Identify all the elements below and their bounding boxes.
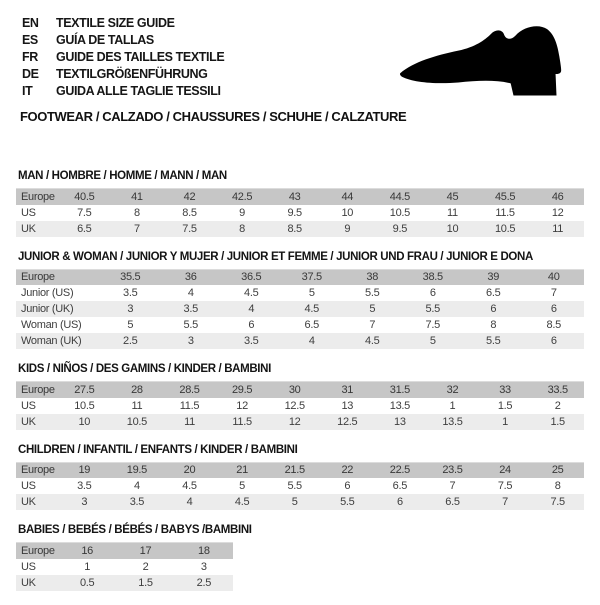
- table-header-row: [16, 543, 233, 559]
- row-label: US: [21, 560, 36, 573]
- row-label: UK: [16, 494, 58, 510]
- size-cell: 23.5: [426, 462, 479, 478]
- size-cell: 21.5: [268, 462, 321, 478]
- size-cell: 38.5: [403, 269, 464, 285]
- size-cell: 36: [161, 269, 222, 285]
- size-tables: [16, 170, 584, 605]
- table-row: [16, 494, 584, 510]
- row-label: UK: [16, 575, 58, 591]
- size-cell: 4: [163, 494, 216, 510]
- language-row: [22, 33, 224, 50]
- size-cell: 6.5: [486, 287, 501, 299]
- size-cell: 22: [321, 462, 374, 478]
- size-cell: 12: [551, 206, 564, 219]
- size-cell: 3.5: [221, 333, 282, 349]
- size-cell: 7.5: [425, 319, 440, 331]
- size-table-section: [16, 363, 584, 430]
- size-cell: 41: [111, 189, 164, 205]
- size-table-section: [16, 444, 584, 511]
- size-cell: 25: [531, 462, 584, 478]
- size-cell: 1: [479, 414, 532, 430]
- size-cell: 8: [554, 480, 561, 492]
- size-cell: 12: [268, 414, 321, 430]
- size-cell: 11.5: [216, 414, 269, 430]
- language-label: GUIDE DES TAILLES TEXTILE: [56, 50, 225, 64]
- table-title: MAN / HOMBRE / HOMME / MANN / MAN: [18, 170, 227, 182]
- size-table-section: [16, 251, 584, 350]
- table-row: [16, 478, 584, 494]
- size-cell: 22.5: [374, 462, 427, 478]
- size-cell: 6: [524, 301, 585, 317]
- size-cell: 8.5: [546, 319, 561, 331]
- size-cell: 42.5: [216, 189, 269, 205]
- size-cell: 2: [142, 560, 149, 573]
- size-cell: 6: [344, 480, 351, 492]
- size-cell: 45.5: [479, 189, 532, 205]
- size-cell: 3.5: [77, 480, 92, 492]
- size-cell: 11: [131, 399, 143, 412]
- size-cell: 9.5: [374, 221, 427, 237]
- size-cell: 6.5: [304, 319, 319, 331]
- table-row: [16, 333, 584, 349]
- size-cell: 2.5: [175, 575, 233, 591]
- table-row: [16, 205, 584, 221]
- size-cell: 5: [239, 480, 245, 492]
- size-cell: 5: [308, 287, 315, 299]
- table-header-row: [16, 462, 584, 478]
- row-label: Europe: [16, 269, 100, 285]
- size-cell: 6.5: [426, 494, 479, 510]
- size-cell: 32: [426, 382, 479, 398]
- language-label: TEXTILGRÖßENFÜHRUNG: [56, 67, 208, 81]
- table-row: [16, 285, 584, 301]
- row-label: Europe: [16, 189, 58, 205]
- size-cell: 9.5: [287, 206, 302, 219]
- table-header-row: [16, 269, 584, 285]
- size-cell: 3: [100, 301, 161, 317]
- size-cell: 7.5: [163, 221, 216, 237]
- size-cell: 6.5: [58, 221, 111, 237]
- size-cell: 7: [479, 494, 532, 510]
- size-cell: 1: [449, 399, 456, 412]
- size-cell: 33: [479, 382, 532, 398]
- size-cell: 30: [268, 382, 321, 398]
- size-cell: 28: [111, 382, 164, 398]
- size-table-section: [16, 524, 584, 591]
- size-cell: 45: [426, 189, 479, 205]
- size-cell: 18: [175, 543, 233, 559]
- size-cell: 37.5: [282, 269, 343, 285]
- size-table: [16, 462, 584, 511]
- size-cell: 13.5: [389, 399, 410, 412]
- table-title: KIDS / NIÑOS / DES GAMINS / KINDER / BAMBINI: [18, 363, 271, 375]
- table-row: [16, 301, 584, 317]
- size-table: [16, 269, 584, 350]
- size-cell: 11: [163, 414, 216, 430]
- size-cell: 35.5: [100, 269, 161, 285]
- language-row: [22, 16, 224, 33]
- size-cell: 10.5: [111, 414, 164, 430]
- size-cell: 7.5: [531, 494, 584, 510]
- size-cell: 7.5: [77, 206, 92, 219]
- size-cell: 24: [479, 462, 532, 478]
- size-cell: 39: [463, 269, 524, 285]
- size-cell: 4: [221, 301, 282, 317]
- size-cell: 12: [236, 399, 248, 412]
- table-title: CHILDREN / INFANTIL / ENFANTS / KINDER / BAMBINI: [18, 443, 298, 456]
- dress-shoe-icon: [391, 13, 578, 107]
- size-cell: 5.5: [183, 319, 198, 331]
- size-cell: 3.5: [111, 494, 164, 510]
- size-cell: 1.5: [497, 399, 513, 412]
- size-cell: 12.5: [284, 399, 305, 412]
- size-cell: 10.5: [479, 221, 532, 237]
- size-cell: 4.5: [282, 301, 343, 317]
- size-cell: 2: [554, 399, 561, 412]
- size-cell: 7: [449, 480, 456, 492]
- size-cell: 0.5: [58, 575, 116, 591]
- size-cell: 43: [268, 189, 321, 205]
- size-cell: 17: [116, 543, 174, 559]
- size-cell: 10.5: [389, 206, 410, 219]
- table-header-row: [16, 382, 584, 398]
- size-cell: 8: [490, 319, 497, 331]
- language-row: [22, 50, 224, 67]
- row-label: Woman (US): [21, 319, 82, 331]
- size-cell: 11.5: [179, 399, 200, 412]
- size-cell: 5: [342, 301, 403, 317]
- size-cell: 2.5: [100, 333, 161, 349]
- size-cell: 5: [127, 319, 134, 331]
- size-cell: 5.5: [365, 287, 380, 299]
- size-cell: 5.5: [403, 301, 464, 317]
- size-cell: 1: [84, 560, 91, 573]
- size-cell: 3: [161, 333, 222, 349]
- size-cell: 5: [403, 333, 464, 349]
- size-cell: 5.5: [287, 480, 302, 492]
- size-cell: 13: [341, 399, 354, 412]
- language-label: GUIDA ALLE TAGLIE TESSILI: [56, 84, 221, 98]
- row-label: US: [21, 399, 36, 412]
- size-cell: 20: [163, 462, 216, 478]
- size-table: [16, 188, 584, 237]
- size-cell: 4: [282, 333, 343, 349]
- size-cell: 6: [429, 287, 436, 299]
- size-cell: 29.5: [216, 382, 269, 398]
- size-cell: 5: [268, 494, 321, 510]
- row-label: Europe: [16, 543, 58, 559]
- size-cell: 44.5: [374, 189, 427, 205]
- size-cell: 36.5: [221, 269, 282, 285]
- row-label: US: [21, 480, 36, 492]
- language-label: TEXTILE SIZE GUIDE: [56, 16, 175, 30]
- size-cell: 11.5: [495, 206, 515, 219]
- size-cell: 10: [341, 206, 354, 219]
- size-cell: 19.5: [111, 462, 164, 478]
- size-cell: 4: [187, 287, 194, 299]
- size-cell: 4.5: [182, 480, 197, 492]
- size-cell: 7: [369, 319, 376, 331]
- size-cell: 3.5: [123, 287, 138, 299]
- table-row: [16, 559, 233, 575]
- size-cell: 1.5: [116, 575, 174, 591]
- size-cell: 6: [524, 333, 585, 349]
- language-row: [22, 67, 224, 84]
- size-cell: 10: [426, 221, 479, 237]
- table-row: [16, 317, 584, 333]
- size-cell: 4.5: [342, 333, 403, 349]
- language-row: [22, 84, 224, 101]
- size-cell: 3: [200, 560, 207, 573]
- size-cell: 4: [133, 480, 140, 492]
- size-cell: 40.5: [58, 189, 111, 205]
- size-cell: 33.5: [531, 382, 584, 398]
- language-code: ES: [22, 33, 38, 47]
- row-label: Woman (UK): [16, 333, 100, 349]
- size-cell: 8: [216, 221, 269, 237]
- size-cell: 31: [321, 382, 374, 398]
- size-cell: 5.5: [321, 494, 374, 510]
- size-cell: 3: [58, 494, 111, 510]
- size-cell: 9: [239, 206, 245, 219]
- row-label: US: [21, 206, 36, 219]
- size-cell: 4.5: [244, 287, 259, 299]
- size-cell: 7.5: [497, 480, 513, 492]
- size-cell: 31.5: [374, 382, 427, 398]
- size-cell: 21: [216, 462, 269, 478]
- size-cell: 13.5: [426, 414, 479, 430]
- language-code: IT: [22, 84, 33, 98]
- size-cell: 11: [447, 206, 458, 219]
- row-label: Europe: [16, 462, 58, 478]
- language-label: GUÍA DE TALLAS: [56, 33, 154, 47]
- size-cell: 10.5: [74, 399, 95, 412]
- size-cell: 28.5: [163, 382, 216, 398]
- size-cell: 4.5: [216, 494, 269, 510]
- size-cell: 8.5: [268, 221, 321, 237]
- size-cell: 38: [342, 269, 403, 285]
- size-cell: 12.5: [321, 414, 374, 430]
- size-cell: 19: [58, 462, 111, 478]
- size-cell: 46: [531, 189, 584, 205]
- size-cell: 5.5: [463, 333, 524, 349]
- table-row: [16, 221, 584, 237]
- size-cell: 16: [58, 543, 116, 559]
- row-label: Junior (US): [21, 287, 74, 299]
- size-cell: 8.5: [182, 206, 197, 219]
- language-code: DE: [22, 67, 39, 81]
- size-cell: 42: [163, 189, 216, 205]
- size-cell: 6.5: [392, 480, 408, 492]
- table-title: BABIES / BEBÉS / BÉBÉS / BABYS /BAMBINI: [18, 524, 252, 536]
- size-cell: 9: [321, 221, 374, 237]
- language-list: [22, 16, 224, 101]
- size-cell: 44: [321, 189, 374, 205]
- size-cell: 7: [111, 221, 164, 237]
- size-cell: 6: [463, 301, 524, 317]
- size-cell: 40: [524, 269, 585, 285]
- table-row: [16, 575, 233, 591]
- size-cell: 13: [374, 414, 427, 430]
- row-label: Junior (UK): [16, 301, 100, 317]
- language-code: FR: [22, 50, 38, 64]
- size-cell: 11: [531, 221, 584, 237]
- table-header-row: [16, 189, 584, 205]
- table-row: [16, 398, 584, 414]
- row-label: Europe: [16, 382, 58, 398]
- size-table: [16, 542, 233, 591]
- size-cell: 3.5: [161, 301, 222, 317]
- table-title: JUNIOR & WOMAN / JUNIOR Y MUJER / JUNIOR ET FEMME / JUNIOR UND FRAU / JUNIOR E DONA: [18, 250, 533, 263]
- category-title: FOOTWEAR / CALZADO / CHAUSSURES / SCHUHE / CALZATURE: [20, 109, 407, 124]
- table-row: [16, 414, 584, 430]
- size-cell: 6: [248, 319, 255, 331]
- size-cell: 6: [374, 494, 427, 510]
- row-label: UK: [16, 414, 58, 430]
- row-label: UK: [16, 221, 58, 237]
- size-table: [16, 381, 584, 430]
- size-cell: 8: [133, 206, 140, 219]
- size-cell: 27.5: [58, 382, 111, 398]
- size-cell: 7: [550, 287, 557, 299]
- size-table-section: [16, 170, 584, 237]
- size-cell: 10: [58, 414, 111, 430]
- language-code: EN: [22, 16, 39, 30]
- size-cell: 1.5: [531, 414, 584, 430]
